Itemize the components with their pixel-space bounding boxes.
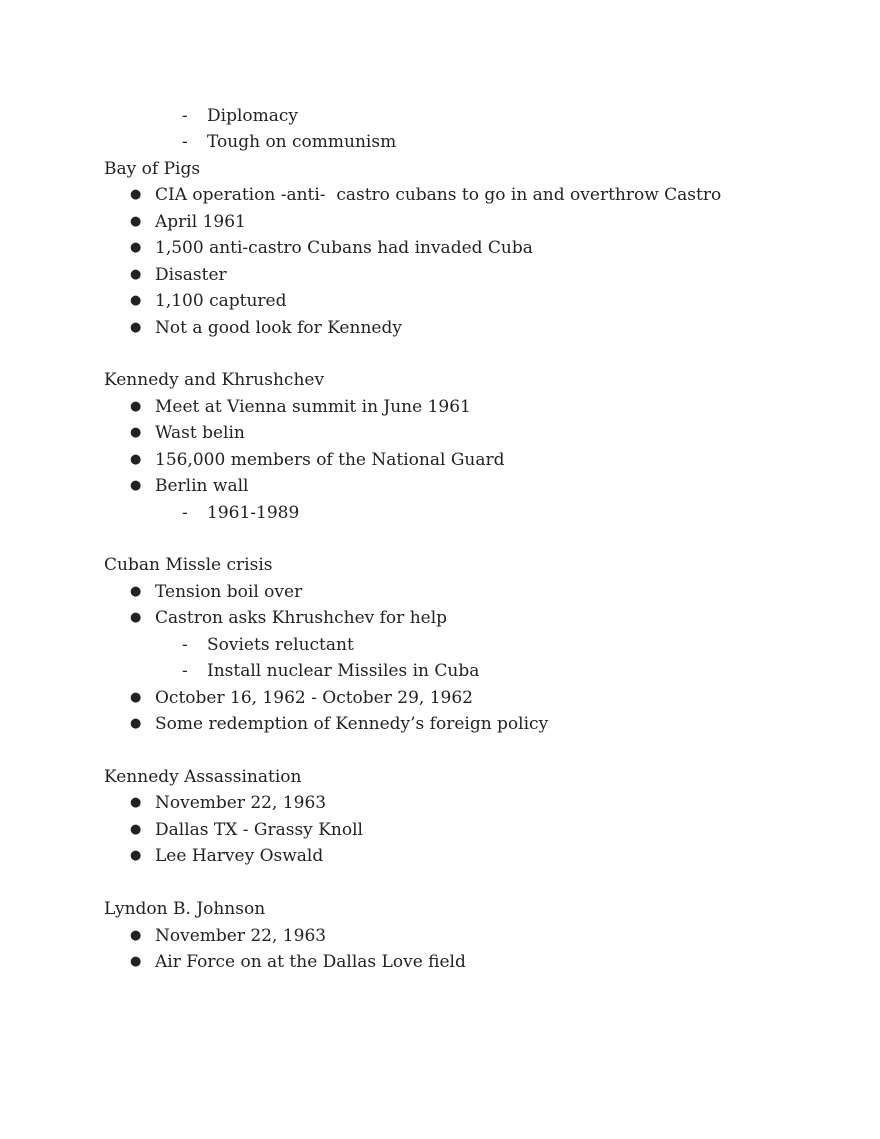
dash-icon: -: [182, 106, 188, 126]
line-text: 1961-1989: [207, 502, 300, 523]
bullet-item: [104, 817, 824, 843]
bullet-item: [104, 711, 824, 737]
bullet-item: [104, 182, 824, 208]
dash-item: [104, 129, 824, 155]
bullet-item: [104, 315, 824, 341]
blank-line: [104, 341, 824, 367]
line-text: Disaster: [155, 264, 227, 285]
document-body: [104, 103, 824, 975]
line-text: Castron asks Khrushchev for help: [155, 608, 448, 629]
bullet-icon: ●: [130, 716, 142, 732]
bullet-item: [104, 288, 824, 314]
line-text: Lee Harvey Oswald: [155, 846, 324, 867]
bullet-icon: ●: [130, 795, 142, 811]
section-heading: [104, 367, 824, 393]
line-text: Diplomacy: [207, 106, 299, 126]
line-text: 1,500 anti-castro Cubans had invaded Cuba: [155, 238, 533, 259]
dash-icon: -: [182, 502, 188, 523]
bullet-icon: ●: [130, 187, 142, 203]
bullet-item: [104, 209, 824, 235]
dash-item: [104, 103, 824, 129]
bullet-item: [104, 262, 824, 288]
bullet-item: [104, 605, 824, 631]
bullet-icon: ●: [130, 821, 142, 837]
line-text: Some redemption of Kennedy’s foreign policy: [155, 714, 549, 735]
bullet-icon: ●: [130, 451, 142, 467]
bullet-icon: ●: [130, 848, 142, 864]
bullet-item: [104, 949, 824, 975]
section-heading: [104, 896, 824, 922]
line-text: Wast belin: [155, 423, 245, 444]
bullet-icon: ●: [130, 240, 142, 256]
line-text: Tough on communism: [207, 132, 397, 153]
bullet-icon: ●: [130, 583, 142, 599]
bullet-item: [104, 579, 824, 605]
line-text: Not a good look for Kennedy: [155, 317, 402, 338]
line-text: Berlin wall: [155, 476, 249, 497]
bullet-icon: ●: [130, 478, 142, 494]
line-text: CIA operation -anti- castro cubans to go in and overthrow Castro: [155, 185, 722, 206]
section-heading: [104, 764, 824, 790]
bullet-item: [104, 843, 824, 869]
bullet-icon: ●: [130, 319, 142, 335]
bullet-item: [104, 790, 824, 816]
bullet-icon: ●: [130, 927, 142, 943]
bullet-icon: ●: [130, 398, 142, 414]
line-text: Meet at Vienna summit in June 1961: [155, 396, 471, 417]
line-text: Kennedy Assassination: [104, 766, 302, 787]
line-text: 1,100 captured: [155, 291, 287, 312]
bullet-item: [104, 923, 824, 949]
bullet-item: [104, 685, 824, 711]
line-text: October 16, 1962 - October 29, 1962: [155, 687, 473, 708]
bullet-icon: ●: [130, 425, 142, 441]
bullet-icon: ●: [130, 610, 142, 626]
line-text: Dallas TX - Grassy Knoll: [155, 819, 363, 840]
bullet-item: [104, 447, 824, 473]
line-text: November 22, 1963: [155, 793, 327, 814]
bullet-item: [104, 235, 824, 261]
bullet-icon: ●: [130, 266, 142, 282]
bullet-item: [104, 394, 824, 420]
bullet-icon: ●: [130, 293, 142, 309]
bullet-icon: ●: [130, 954, 142, 969]
dash-item: [104, 500, 824, 526]
line-text: Install nuclear Missiles in Cuba: [207, 661, 480, 682]
blank-line: [104, 870, 824, 896]
line-text: Cuban Missle crisis: [104, 555, 273, 576]
dash-icon: -: [182, 661, 188, 682]
dash-icon: -: [182, 634, 188, 655]
line-text: Soviets reluctant: [207, 634, 354, 655]
blank-line: [104, 526, 824, 552]
bullet-icon: ●: [130, 213, 142, 229]
bullet-item: [104, 473, 824, 499]
blank-line: [104, 738, 824, 764]
section-heading: [104, 552, 824, 578]
dash-item: [104, 658, 824, 684]
line-text: Kennedy and Khrushchev: [104, 370, 325, 391]
line-text: Lyndon B. Johnson: [104, 899, 266, 920]
section-heading: [104, 156, 824, 182]
line-text: Tension boil over: [155, 581, 303, 602]
line-text: November 22, 1963: [155, 925, 327, 946]
dash-icon: -: [182, 132, 188, 153]
dash-item: [104, 632, 824, 658]
bullet-item: [104, 420, 824, 446]
bullet-icon: ●: [130, 689, 142, 705]
line-text: Bay of Pigs: [104, 158, 201, 179]
line-text: Air Force on at the Dallas Love field: [155, 952, 466, 972]
line-text: April 1961: [155, 211, 246, 232]
line-text: 156,000 members of the National Guard: [155, 449, 505, 470]
